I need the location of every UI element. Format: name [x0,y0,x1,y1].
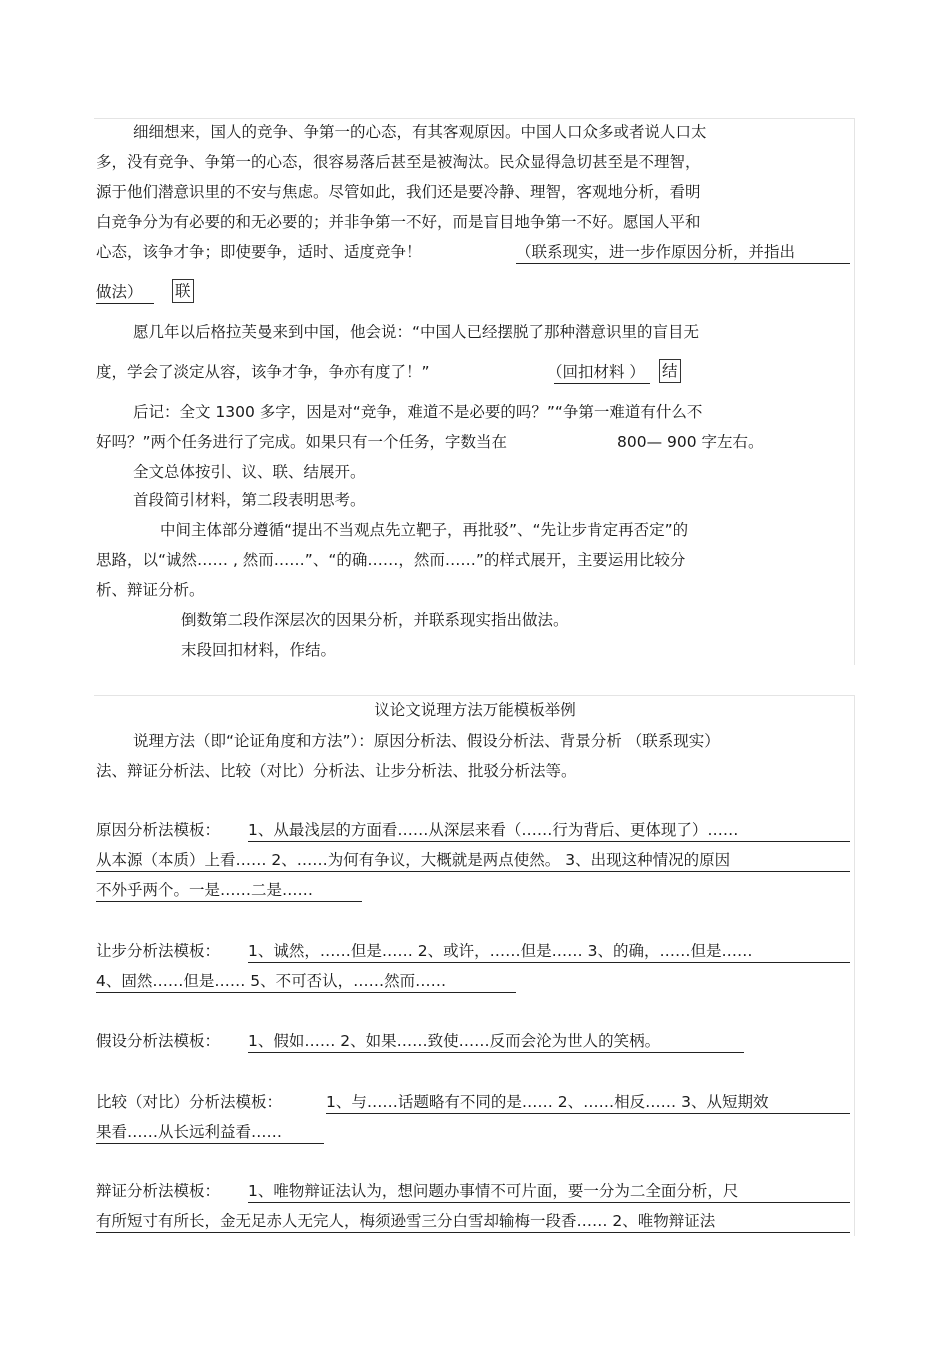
p2-note: （回扣材料 ） [547,363,645,381]
p1-line-1: 细细想来，国人的竞争、争第一的心态，有其客观原因。中国人口众多或者说人口太 [133,123,707,141]
compare-line-1: 1、与……话题略有不同的是…… 2、……相反…… 3、从短期效 [326,1093,769,1111]
dialectic-underline-2 [96,1232,850,1233]
p1-note-a: （联系现实，进一步作原因分析，并指出 [516,243,796,261]
p1-note-b-underline [96,303,154,304]
p1-tag-lian [172,279,194,303]
p7: 倒数第二段作深层次的因果分析，并联系现实指出做法。 [181,611,569,629]
p1-line-3: 源于他们潜意识里的不安与焦虑。尽管如此，我们还是要冷静、理智，客观地分析，看明 [96,183,701,201]
p2-tag-jie [659,359,681,383]
concession-underline-2 [96,992,516,993]
tag-box: 联 [172,279,194,303]
tag-box: 结 [659,359,681,383]
p3-line-1: 后记：全文 1300 多字，因是对“竞争，难道不是必要的吗？”“争第一难道有什么不 [133,403,703,421]
hypo-label: 假设分析法模板： [96,1032,221,1050]
p8: 末段回扣材料，作结。 [181,641,337,659]
cause-underline-2 [96,871,850,872]
p2-line-2: 度，学会了淡定从容，该争才争，争亦有度了！” [96,363,430,381]
concession-underline-1 [248,962,850,963]
intro-line-2: 法、辩证分析法、比较（对比）分析法、让步分析法、批驳分析法等。 [96,762,577,780]
intro-line-1: 说理方法（即“论证角度和方法”）：原因分析法、假设分析法、背景分析 （联系现实） [133,732,720,750]
dialectic-label: 辩证分析法模板： [96,1182,221,1200]
p6-line-3: 析、辩证分析。 [96,581,205,599]
cause-underline-3 [96,901,362,902]
compare-label: 比较（对比）分析法模板： [96,1093,283,1111]
p1-line-4: 白竞争分为有必要的和无必要的；并非争第一不好，而是盲目地争第一不好。愿国人平和 [96,213,701,231]
concession-label: 让步分析法模板： [96,942,221,960]
cause-label: 原因分析法模板： [96,821,221,839]
p3-line-2: 好吗？”两个任务进行了完成。如果只有一个任务，字数当在 [96,433,508,451]
dialectic-line-1: 1、唯物辩证法认为，想问题办事情不可片面，要一分为二全面分析，尺 [248,1182,739,1200]
p1-note-underline [516,263,850,264]
p4: 全文总体按引、议、联、结展开。 [133,463,366,481]
p5: 首段简引材料，第二段表明思考。 [133,491,366,509]
dialectic-line-2: 有所短寸有所长，金无足赤人无完人，梅须逊雪三分白雪却输梅一段香…… 2、唯物辩证法 [96,1212,716,1230]
cause-line-1: 1、从最浅层的方面看……从深层来看（……行为背后、更体现了）…… [248,821,739,839]
section-title: 议论文说理方法万能模板举例 [374,701,576,719]
p1-line-2: 多，没有竞争、争第一的心态，很容易落后甚至是被淘汰。民众显得急切甚至是不理智， [96,153,701,171]
cause-line-3: 不外乎两个。一是……二是…… [96,881,314,899]
cause-line-2: 从本源（本质）上看…… 2、……为何有争议，大概就是两点使然。 3、出现这种情况的原因 [96,851,731,869]
compare-line-2: 果看……从长远利益看…… [96,1123,283,1141]
compare-underline-1 [326,1113,850,1114]
p3-line-2-count: 800— 900 字左右。 [617,433,764,451]
p1-note-b: 做法） [96,283,143,301]
p6-line-2: 思路，以“诚然…… , 然而……”、“的确……，然而……”的样式展开，主要运用比较分 [96,551,686,569]
p2-note-underline [554,383,650,384]
concession-line-1: 1、诚然，……但是…… 2、或许，……但是…… 3、的确，……但是…… [248,942,753,960]
dialectic-underline-1 [248,1202,850,1203]
p2-line-1: 愿几年以后格拉芙曼来到中国，他会说：“中国人已经摆脱了那种潜意识里的盲目无 [133,323,700,341]
p1-line-5: 心态，该争才争；即使要争，适时、适度竞争！ [96,243,422,261]
concession-line-2: 4、固然……但是…… 5、不可否认，……然而…… [96,972,447,990]
hypo-line: 1、假如…… 2、如果……致使……反而会沦为世人的笑柄。 [248,1032,661,1050]
p6-line-1: 中间主体部分遵循“提出不当观点先立靶子，再批驳”、“先让步肯定再否定”的 [160,521,689,539]
compare-underline-2 [96,1143,324,1144]
cause-underline-1 [248,841,850,842]
hypo-underline [248,1052,744,1053]
